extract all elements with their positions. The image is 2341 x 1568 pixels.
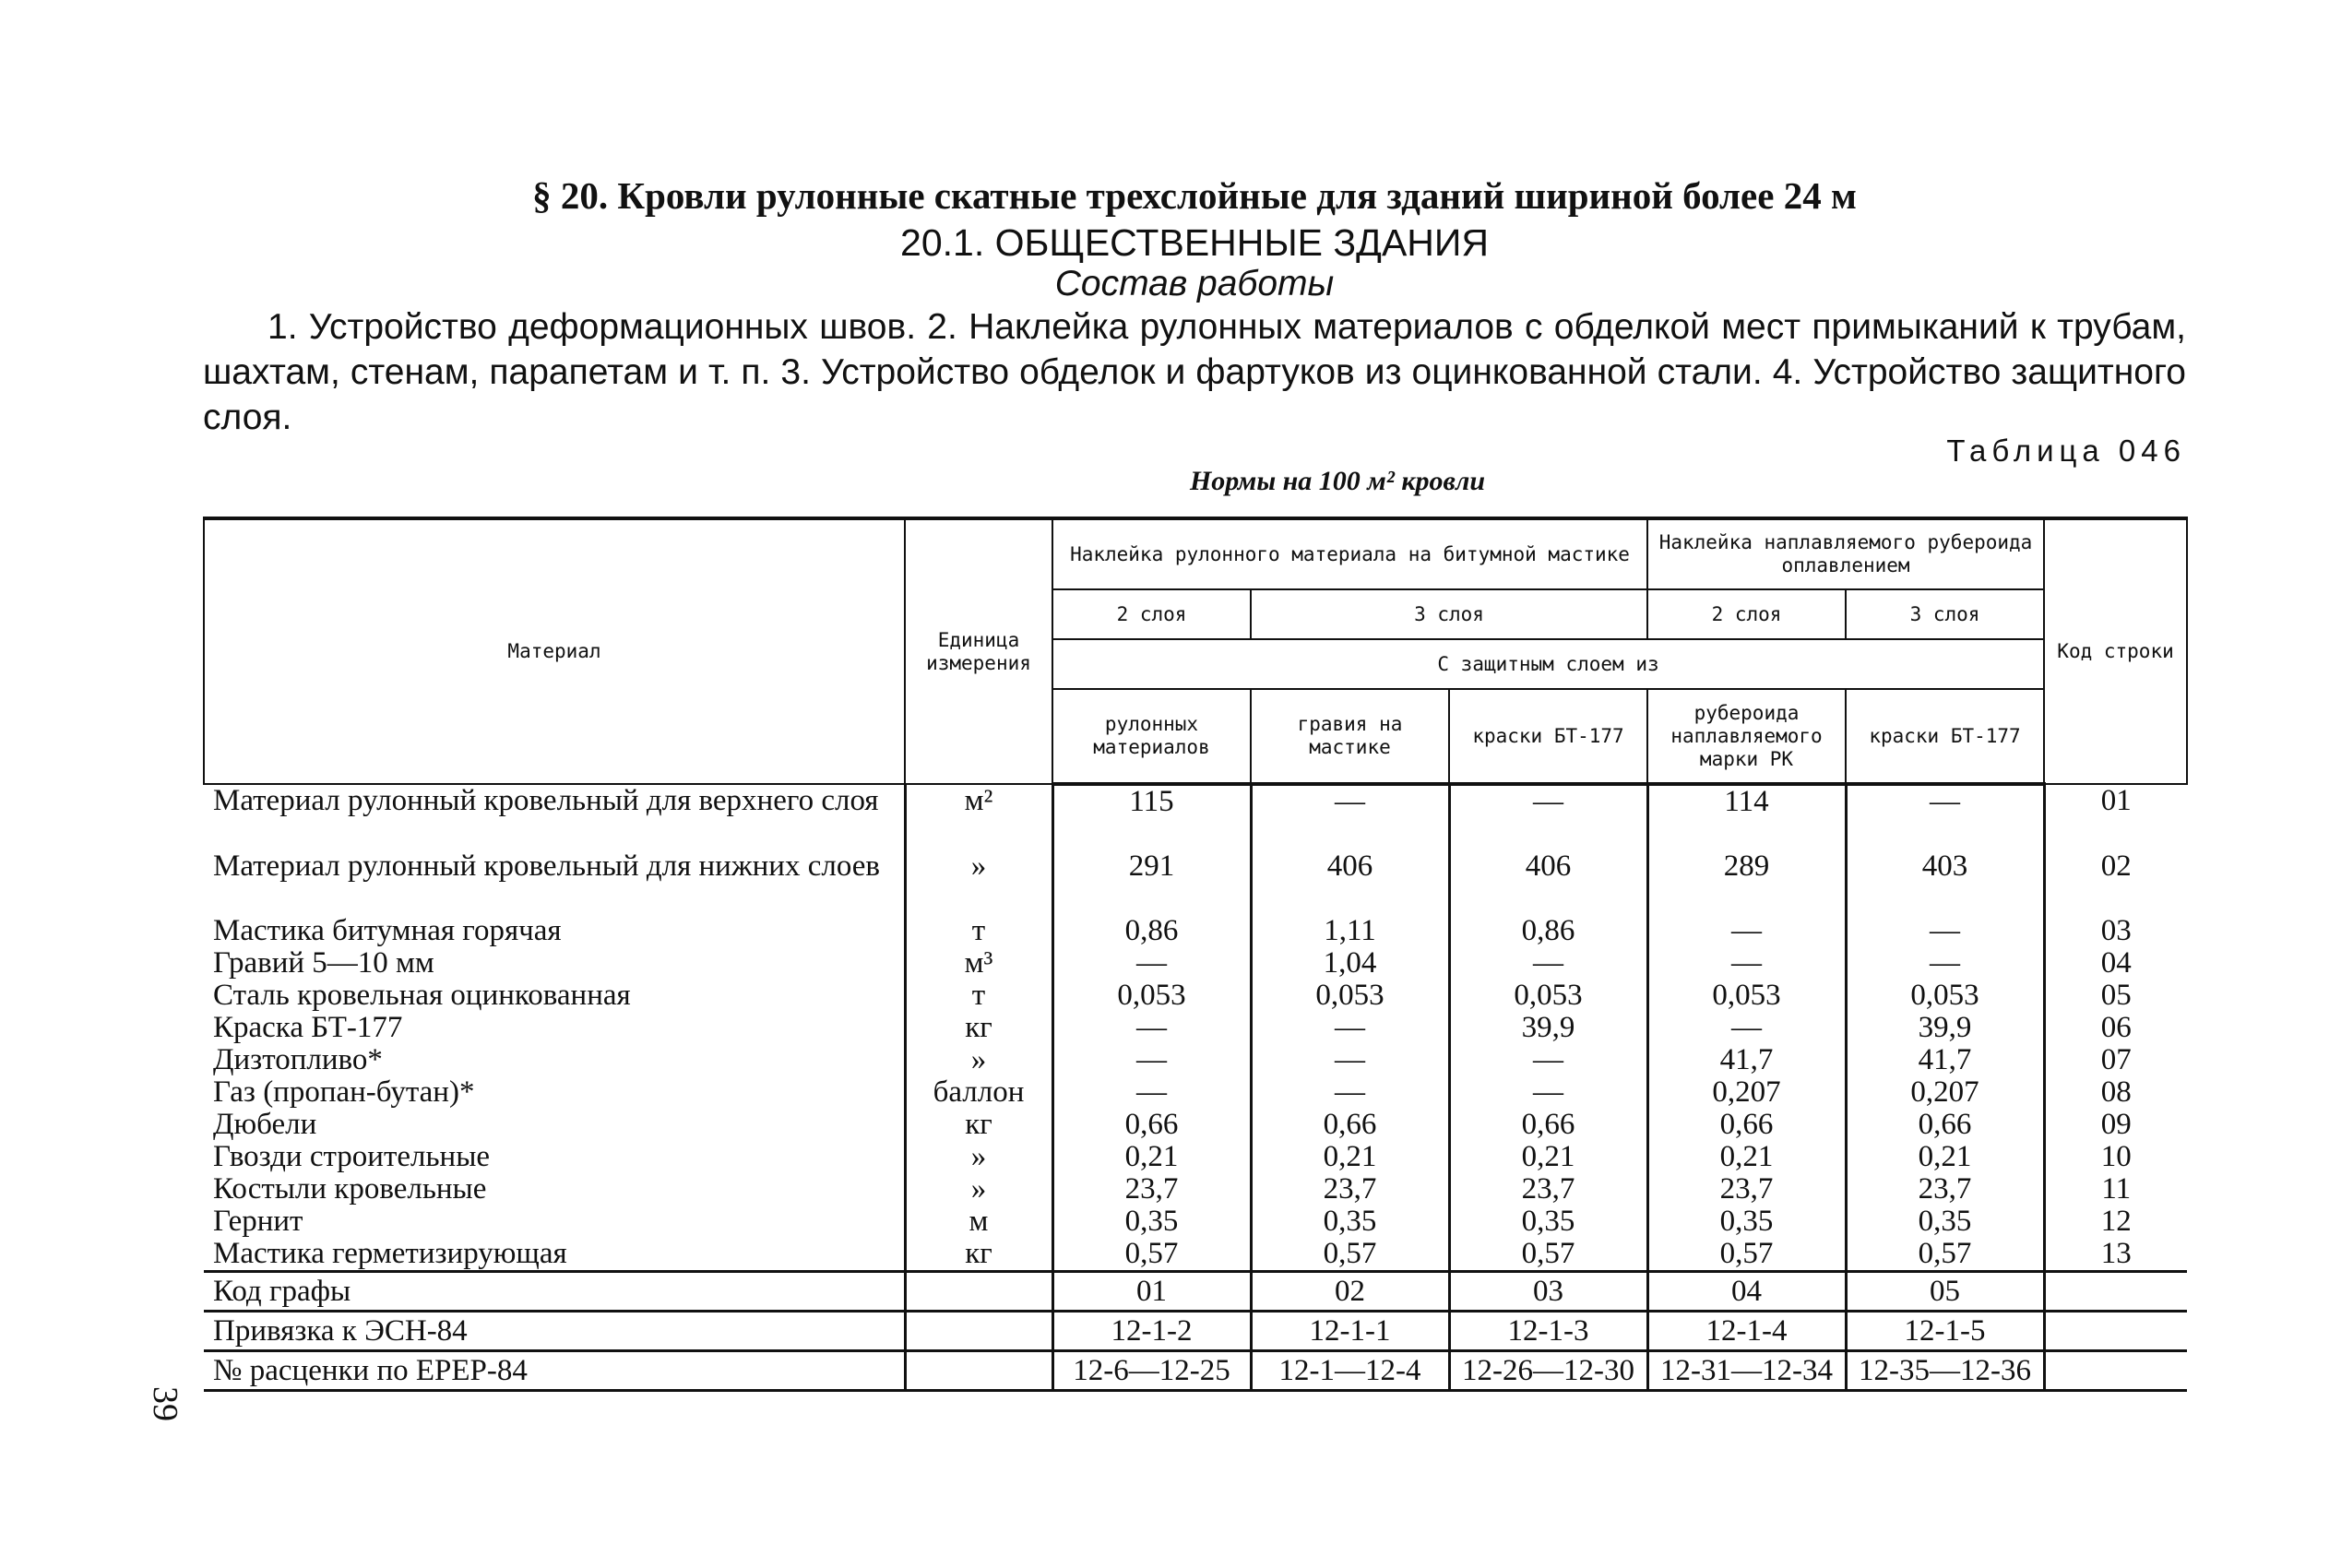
value-cell: 41,7: [1846, 1044, 2044, 1076]
footer-label: № расценки по ЕРЕР-84: [204, 1351, 905, 1391]
value-cell: 0,053: [1846, 980, 2044, 1012]
subsection-title: 20.1. ОБЩЕСТВЕННЫЕ ЗДАНИЯ: [900, 221, 1489, 264]
footer-label: Код графы: [204, 1272, 905, 1312]
value-cell: 0,21: [1052, 1141, 1251, 1173]
value-cell: —: [1449, 1076, 1647, 1109]
value-cell: 0,053: [1647, 980, 1846, 1012]
value-cell: 0,86: [1449, 915, 1647, 947]
unit-cell: кг: [905, 1238, 1052, 1272]
value-cell: 0,207: [1846, 1076, 2044, 1109]
value-cell: 0,66: [1846, 1109, 2044, 1141]
header-layers: 2 слоя: [1647, 589, 1846, 639]
header-code: Код строки: [2044, 518, 2187, 784]
table-label: Таблица 046: [1946, 434, 2186, 468]
value-cell: 0,21: [1251, 1141, 1449, 1173]
material-name: Гернит: [213, 1205, 303, 1238]
row-code: 07: [2044, 1044, 2187, 1076]
unit-cell: »: [905, 1173, 1052, 1206]
value-cell: 403: [1846, 850, 2044, 915]
table-row: [204, 784, 2187, 850]
header-layers: 3 слоя: [1846, 589, 2044, 639]
material-name: Дюбели: [213, 1108, 317, 1141]
value-cell: 0,57: [1052, 1238, 1251, 1272]
value-cell: 0,053: [1052, 980, 1251, 1012]
norms-table: [203, 517, 2188, 1392]
material-name: Костыли кровельные: [213, 1172, 487, 1206]
header-layers: 3 слоя: [1251, 589, 1647, 639]
value-cell: —: [1251, 1044, 1449, 1076]
header-sub: гравия на мастике: [1251, 689, 1449, 784]
value-cell: 291: [1052, 850, 1251, 915]
material-name: Дизтопливо*: [213, 1043, 383, 1076]
value-cell: 115: [1052, 784, 1251, 850]
footer-value: 12-1-3: [1449, 1312, 1647, 1351]
value-cell: —: [1846, 784, 2044, 850]
table-row: [204, 1173, 2187, 1206]
material-name: Газ (пропан-бутан)*: [213, 1075, 475, 1109]
value-cell: —: [1647, 915, 1846, 947]
value-cell: —: [1647, 1012, 1846, 1044]
unit-cell: кг: [905, 1012, 1052, 1044]
header-sub: рулонных материалов: [1052, 689, 1251, 784]
value-cell: —: [1449, 784, 1647, 850]
footer-value: 01: [1052, 1272, 1251, 1312]
footer-row: [204, 1312, 2187, 1351]
value-cell: —: [1846, 915, 2044, 947]
value-cell: 0,35: [1251, 1206, 1449, 1238]
value-cell: —: [1052, 1044, 1251, 1076]
material-name: Краска БТ-177: [213, 1011, 403, 1044]
table-title: Нормы на 100 м² кровли: [1189, 466, 1486, 496]
section-title: § 20. Кровли рулонные скатные трехслойные для зданий шириной более 24 м: [532, 174, 1857, 217]
footer-value: 12-1—12-4: [1251, 1351, 1449, 1391]
value-cell: 0,053: [1449, 980, 1647, 1012]
value-cell: —: [1052, 947, 1251, 980]
header-material: Материал: [204, 518, 905, 784]
footer-empty: [905, 1272, 1052, 1312]
unit-cell: м²: [905, 784, 1052, 850]
unit-cell: »: [905, 1141, 1052, 1173]
page-number: 39: [146, 1386, 184, 1421]
unit-cell: »: [905, 1044, 1052, 1076]
footer-empty: [905, 1312, 1052, 1351]
value-cell: 23,7: [1846, 1173, 2044, 1206]
header-sub: краски БТ-177: [1846, 689, 2044, 784]
row-code: 01: [2044, 784, 2187, 850]
footer-empty: [2044, 1351, 2187, 1391]
footer-value: 12-26—12-30: [1449, 1351, 1647, 1391]
header-layers: 2 слоя: [1052, 589, 1251, 639]
value-cell: 41,7: [1647, 1044, 1846, 1076]
value-cell: 23,7: [1251, 1173, 1449, 1206]
value-cell: 0,57: [1846, 1238, 2044, 1272]
value-cell: —: [1251, 1076, 1449, 1109]
unit-cell: баллон: [905, 1076, 1052, 1109]
value-cell: 23,7: [1052, 1173, 1251, 1206]
value-cell: 0,66: [1449, 1109, 1647, 1141]
table-row: [204, 1109, 2187, 1141]
footer-empty: [2044, 1272, 2187, 1312]
footer-value: 12-6—12-25: [1052, 1351, 1251, 1391]
material-name: Материал рулонный кровельный для верхнего слоя: [213, 784, 879, 817]
table-row: [204, 1044, 2187, 1076]
footer-value: 05: [1846, 1272, 2044, 1312]
header-sub: краски БТ-177: [1449, 689, 1647, 784]
table-row: [204, 947, 2187, 980]
row-code: 09: [2044, 1109, 2187, 1141]
value-cell: 39,9: [1846, 1012, 2044, 1044]
value-cell: 0,21: [1647, 1141, 1846, 1173]
row-code: 12: [2044, 1206, 2187, 1238]
value-cell: —: [1052, 1076, 1251, 1109]
table-row: [204, 980, 2187, 1012]
unit-cell: м³: [905, 947, 1052, 980]
value-cell: 0,57: [1647, 1238, 1846, 1272]
work-description: 1. Устройство деформационных швов. 2. Наклейка рулонных материалов с обделкой мест примыканий к трубам, шахтам, стенам, парапетам и т. п. 3. Устройство обделок и фартуков из оцинкованной стали. 4. Устройство защитного слоя.: [203, 307, 2186, 437]
row-code: 02: [2044, 850, 2187, 915]
value-cell: 0,57: [1251, 1238, 1449, 1272]
value-cell: 1,11: [1251, 915, 1449, 947]
table-row: [204, 915, 2187, 947]
footer-value: 12-1-5: [1846, 1312, 2044, 1351]
material-name: Мастика битумная горячая: [213, 914, 562, 947]
work-heading: Состав работы: [1054, 264, 1335, 303]
value-cell: 0,35: [1846, 1206, 2044, 1238]
footer-value: 04: [1647, 1272, 1846, 1312]
value-cell: —: [1052, 1012, 1251, 1044]
material-name: Гвозди строительные: [213, 1140, 491, 1173]
value-cell: 0,35: [1052, 1206, 1251, 1238]
row-code: 05: [2044, 980, 2187, 1012]
footer-value: 12-31—12-34: [1647, 1351, 1846, 1391]
value-cell: 0,66: [1052, 1109, 1251, 1141]
value-cell: —: [1647, 947, 1846, 980]
footer-value: 03: [1449, 1272, 1647, 1312]
value-cell: 23,7: [1647, 1173, 1846, 1206]
value-cell: —: [1449, 947, 1647, 980]
value-cell: —: [1449, 1044, 1647, 1076]
value-cell: 0,86: [1052, 915, 1251, 947]
value-cell: 406: [1251, 850, 1449, 915]
footer-empty: [905, 1351, 1052, 1391]
table-row: [204, 1238, 2187, 1272]
value-cell: 1,04: [1251, 947, 1449, 980]
value-cell: 39,9: [1449, 1012, 1647, 1044]
material-name: Материал рулонный кровельный для нижних слоев: [213, 849, 880, 883]
value-cell: 0,66: [1647, 1109, 1846, 1141]
row-code: 04: [2044, 947, 2187, 980]
value-cell: 0,66: [1251, 1109, 1449, 1141]
table-row: [204, 1141, 2187, 1173]
header-protective: С защитным слоем из: [1052, 639, 2044, 689]
header-group-fused: Наклейка наплавляемого рубероида оплавлением: [1647, 518, 2044, 589]
footer-label: Привязка к ЭСН-84: [204, 1312, 905, 1351]
footer-value: 12-1-4: [1647, 1312, 1846, 1351]
value-cell: —: [1251, 784, 1449, 850]
material-name: Сталь кровельная оцинкованная: [213, 979, 631, 1012]
value-cell: 289: [1647, 850, 1846, 915]
unit-cell: т: [905, 915, 1052, 947]
value-cell: 0,21: [1846, 1141, 2044, 1173]
value-cell: —: [1251, 1012, 1449, 1044]
value-cell: 23,7: [1449, 1173, 1647, 1206]
footer-row: [204, 1272, 2187, 1312]
value-cell: 114: [1647, 784, 1846, 850]
row-code: 10: [2044, 1141, 2187, 1173]
value-cell: 0,35: [1647, 1206, 1846, 1238]
footer-value: 12-35—12-36: [1846, 1351, 2044, 1391]
footer-value: 12-1-1: [1251, 1312, 1449, 1351]
row-code: 03: [2044, 915, 2187, 947]
value-cell: 0,57: [1449, 1238, 1647, 1272]
header-sub: рубероида наплавляемого марки РК: [1647, 689, 1846, 784]
table-row: [204, 1076, 2187, 1109]
header-unit: Единица измерения: [905, 518, 1052, 784]
row-code: 08: [2044, 1076, 2187, 1109]
value-cell: 0,053: [1251, 980, 1449, 1012]
value-cell: 0,35: [1449, 1206, 1647, 1238]
table-row: [204, 1206, 2187, 1238]
value-cell: 0,207: [1647, 1076, 1846, 1109]
footer-empty: [2044, 1312, 2187, 1351]
row-code: 06: [2044, 1012, 2187, 1044]
value-cell: 0,21: [1449, 1141, 1647, 1173]
row-code: 11: [2044, 1173, 2187, 1206]
footer-value: 12-1-2: [1052, 1312, 1251, 1351]
row-code: 13: [2044, 1238, 2187, 1272]
unit-cell: м: [905, 1206, 1052, 1238]
unit-cell: »: [905, 850, 1052, 915]
footer-row: [204, 1351, 2187, 1391]
table-row: [204, 850, 2187, 915]
value-cell: —: [1846, 947, 2044, 980]
unit-cell: т: [905, 980, 1052, 1012]
header-group-bitumen: Наклейка рулонного материала на битумной мастике: [1052, 518, 1647, 589]
value-cell: 406: [1449, 850, 1647, 915]
material-name: Мастика герметизирующая: [213, 1237, 567, 1270]
table-row: [204, 1012, 2187, 1044]
footer-value: 02: [1251, 1272, 1449, 1312]
material-name: Гравий 5—10 мм: [213, 946, 434, 980]
unit-cell: кг: [905, 1109, 1052, 1141]
